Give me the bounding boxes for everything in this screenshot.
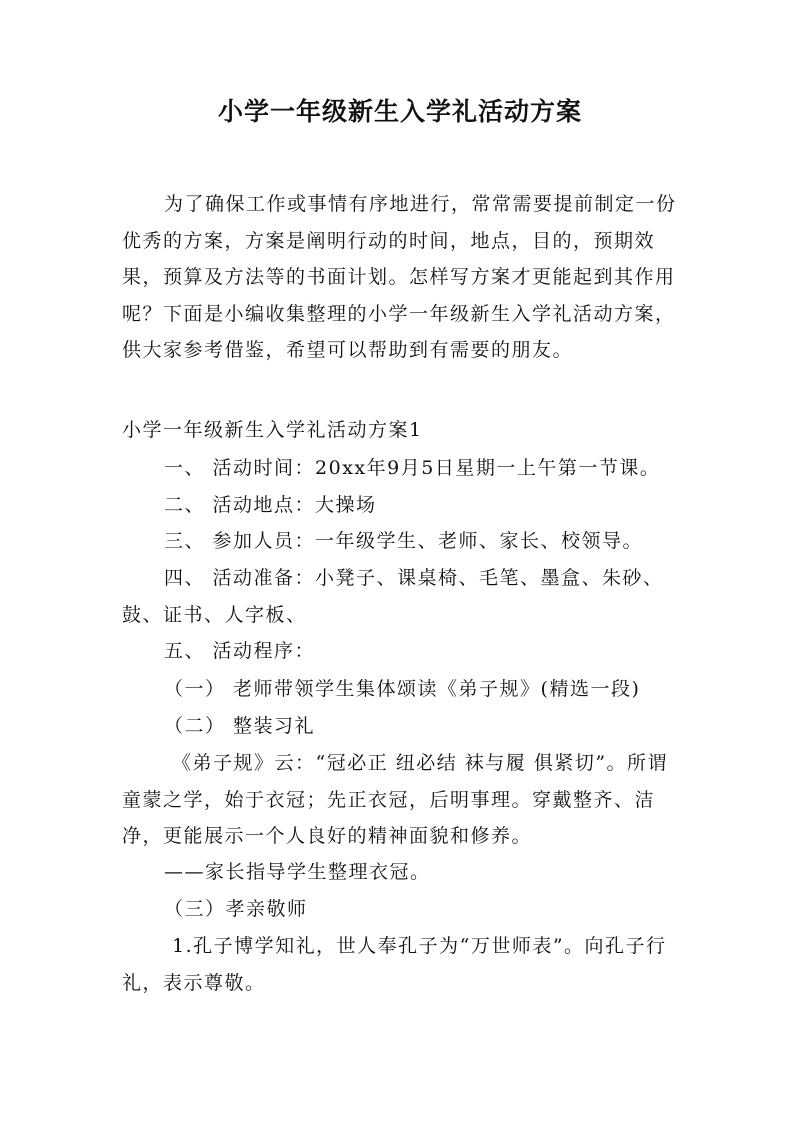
section-heading: 小学一年级新生入学礼活动方案1	[122, 419, 423, 441]
dash-line: ——家长指导学生整理衣冠。	[164, 861, 431, 883]
document-title: 小学一年级新生入学礼活动方案	[217, 97, 582, 126]
point-confucius: 1.孔子博学知礼，世人奉孔子为“万世师表”。向孔子行礼，表示尊敬。	[122, 935, 667, 994]
step-recite: （一） 老师带领学生集体颂读《弟子规》(精选一段)	[164, 678, 641, 700]
item-procedure: 五、 活动程序：	[164, 640, 316, 662]
item-activity-location: 二、 活动地点：大操场	[164, 494, 377, 516]
item-participants: 三、 参加人员：一年级学生、老师、家长、校领导。	[164, 530, 644, 552]
step-dress: （二） 整装习礼	[164, 715, 316, 737]
intro-paragraph: 为了确保工作或事情有序地进行，常常需要提前制定一份优秀的方案，方案是阐明行动的时间，地点，目的，预期效果，预算及方法等的书面计划。怎样写方案才更能起到其作用呢？下面是小编收集整理的小学一年级新生入学礼活动方案，供大家参考借鉴，希望可以帮助到有需要的朋友。	[122, 193, 677, 361]
step-respect: （三）孝亲敬师	[164, 898, 308, 920]
item-activity-time: 一、 活动时间：20xx年9月5日星期一上午第一节课。	[164, 457, 661, 479]
item-preparation: 四、 活动准备：小凳子、课桌椅、毛笔、墨盒、朱砂、鼓、证书、人字板、	[122, 567, 664, 626]
quote-paragraph: 《弟子规》云：“冠必正 纽必结 袜与履 俱紧切”。所谓童蒙之学，始于衣冠；先正衣冠，后明事理。穿戴整齐、洁净，更能展示一个人良好的精神面貌和修养。	[122, 752, 669, 847]
